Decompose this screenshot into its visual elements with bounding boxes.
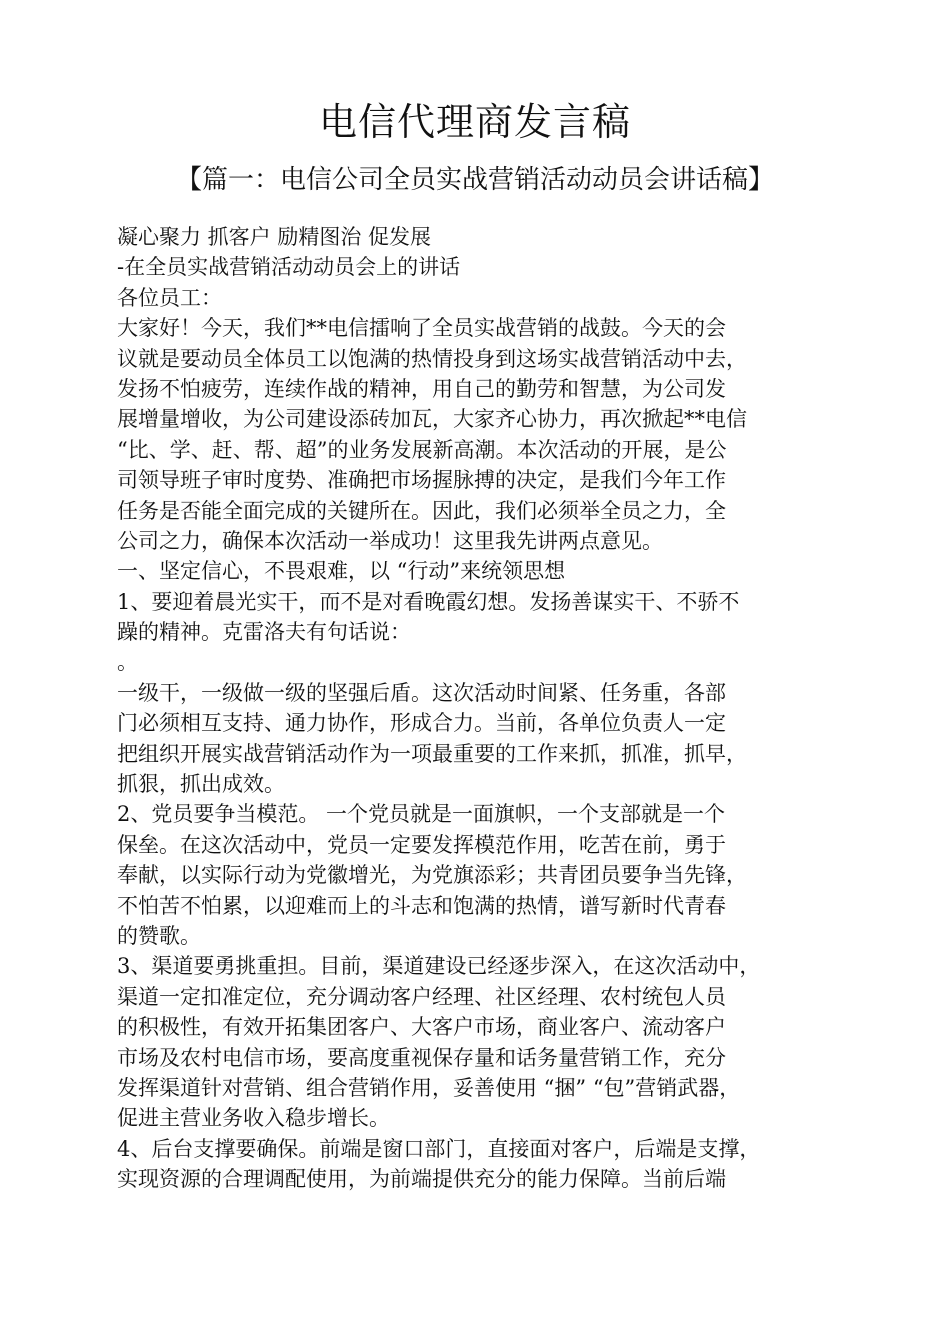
body-line: 凝心聚力 抓客户 励精图治 促发展	[117, 225, 432, 249]
body-line: 4、后台支撑要确保。前端是窗口部门，直接面对客户，后端是支撑，	[117, 1136, 761, 1161]
document-subtitle: 【篇一：电信公司全员实战营销活动动员会讲话稿】	[175, 165, 774, 195]
body-line: 市场及农村电信市场，要高度重视保存量和话务量营销工作，充分	[117, 1045, 726, 1070]
body-line: 3、渠道要勇挑重担。目前，渠道建设已经逐步深入，在这次活动中，	[117, 954, 761, 979]
body-line: -在全员实战营销活动动员会上的讲话	[117, 255, 461, 280]
body-line: 。	[117, 650, 138, 675]
body-line: 奉献，以实际行动为党徽增光，为党旗添彩；共青团员要争当先锋，	[117, 863, 747, 888]
body-line: 2、党员要争当模范。 一个党员就是一面旗帜，一个支部就是一个	[117, 802, 726, 827]
body-line: 一、坚定信心，不畏艰难，以 “行动”来统领思想	[117, 559, 566, 584]
body-line: 发扬不怕疲劳，连续作战的精神，用自己的勤劳和智慧，为公司发	[117, 376, 726, 401]
body-line: 公司之力，确保本次活动一举成功！这里我先讲两点意见。	[117, 528, 663, 553]
body-line: 把组织开展实战营销活动作为一项最重要的工作来抓，抓准，抓早，	[117, 741, 747, 766]
body-line: 躁的精神。克雷洛夫有句话说：	[117, 620, 411, 645]
document-title: 电信代理商发言稿	[318, 100, 631, 144]
body-line: 1、要迎着晨光实干，而不是对看晚霞幻想。发扬善谋实干、不骄不	[117, 589, 740, 614]
body-line: 议就是要动员全体员工以饱满的热情投身到这场实战营销活动中去，	[117, 346, 747, 371]
body-line: 展增量增收，为公司建设添砖加瓦，大家齐心协力，再次掀起**电信	[117, 407, 747, 432]
body-line: 门必须相互支持、通力协作，形成合力。当前，各单位负责人一定	[117, 711, 726, 736]
body-line: 一级干，一级做一级的坚强后盾。这次活动时间紧、任务重，各部	[117, 680, 726, 705]
body-line: 任务是否能全面完成的关键所在。因此，我们必须举全员之力，全	[117, 498, 726, 523]
body-line: 渠道一定扣准定位，充分调动客户经理、社区经理、农村统包人员	[117, 984, 726, 1009]
body-line: 不怕苦不怕累，以迎难而上的斗志和饱满的热情，谱写新时代青春	[117, 893, 726, 918]
body-line: 发挥渠道针对营销、组合营销作用，妥善使用 “捆” “包”营销武器，	[117, 1075, 741, 1100]
body-line: 各位员工：	[117, 285, 222, 310]
body-line: 实现资源的合理调配使用，为前端提供充分的能力保障。当前后端	[117, 1167, 726, 1192]
body-line: 的赞歌。	[117, 923, 201, 948]
document-body	[117, 222, 857, 1195]
body-line: “比、学、赶、帮、超”的业务发展新高潮。本次活动的开展，是公	[117, 437, 727, 462]
body-line: 大家好！今天，我们**电信擂响了全员实战营销的战鼓。今天的会	[117, 316, 726, 341]
body-line: 促进主营业务收入稳步增长。	[117, 1106, 390, 1131]
body-line: 抓狠，抓出成效。	[117, 772, 285, 797]
body-line: 保垒。在这次活动中，党员一定要发挥模范作用，吃苦在前，勇于	[117, 832, 726, 857]
body-line: 司领导班子审时度势、准确把市场握脉搏的决定，是我们今年工作	[117, 468, 726, 493]
body-line: 的积极性，有效开拓集团客户、大客户市场，商业客户、流动客户	[117, 1015, 726, 1040]
